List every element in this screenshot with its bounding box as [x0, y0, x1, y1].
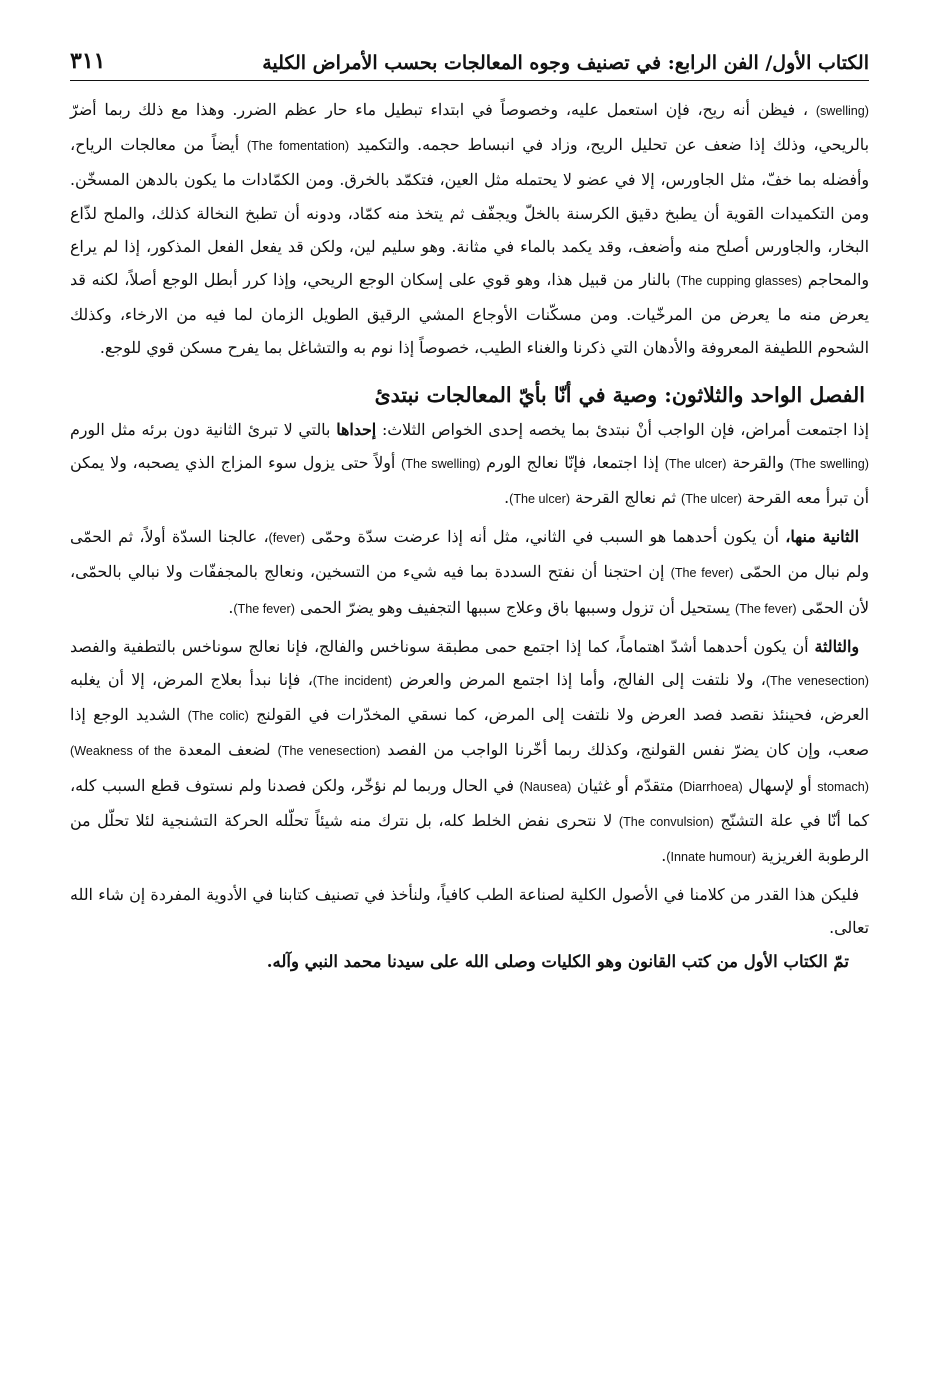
- term-cupping-glasses: (The cupping glasses): [676, 274, 802, 289]
- lead-word-second: الثانية منها،: [785, 527, 859, 547]
- term-diarrhoea: (Diarrhoea): [679, 779, 743, 794]
- text-segment: الشديد الوجع إذا صعب، وإن كان يضرّ نفس القولنج، وكذلك ربما أخّرنا الواجب من الفصد: [70, 705, 869, 760]
- term-the-swelling: (The swelling): [789, 456, 869, 471]
- term-weakness-of-stomach: (Weakness of the stomach): [70, 744, 869, 794]
- term-the-ulcer: (The ulcer): [681, 492, 742, 507]
- text-segment: أيضاً من معالجات الرياح، وأفضله بما خفّ، مثل الجاورس، إلا في عضو لا يحتمله مثل العين، فتكمّد بالخرق. ومن الكمّادات ما يكون بالدهن المسخّن. ومن التكميدات القوية أن يطبخ دقيق الكرسنة بالخلّ ويجفّف ثم يتخذ منه كمّاد، ودونه أن تطبخ النخالة كذلك، والملح لذّاع البخار، والجاورس أصلح منه وأضعف، وقد يكمد بالماء في مثانة. وهو سليم لين، ولكن قد يفعل الفعل المذكور، إذا لم يراع والمحاجم: [70, 135, 869, 290]
- text-segment: ، عالجنا السدّة أولاً، ثم الحمّى ولم نبال من الحمّى: [70, 527, 869, 582]
- paragraph-first-property: [70, 413, 869, 517]
- page-body: [70, 93, 869, 979]
- paragraph-second-property: [70, 520, 869, 626]
- text-segment: أولاً حتى يزول سوء المزاج الذي يصحبه، ولا يمكن أن تبرأ معه القرحة: [70, 452, 869, 508]
- term-the-venesection: (The venesection): [277, 744, 381, 759]
- lead-word-first: إحداها: [336, 419, 377, 439]
- term-swelling: (swelling): [815, 104, 869, 118]
- term-innate-humour: (Innate humour): [666, 850, 756, 865]
- text-segment: بالتي لا تبرئ الثانية دون برئه مثل الورم: [70, 419, 331, 439]
- text-segment: يستحيل أن تزول وسببها باق وعلاج سببها التجفيف وهو يضرّ الحمى: [299, 597, 730, 617]
- term-the-convulsion: (The convulsion): [618, 814, 714, 829]
- header-title: الكتاب الأول/ الفن الرابع: في تصنيف وجوه المعالجات بحسب الأمراض الكلية: [262, 52, 869, 74]
- text-segment: إذا اجتمعا، فإنّا نعالج الورم: [486, 452, 659, 472]
- term-the-fever: (The fever): [233, 601, 295, 616]
- term-the-fever: (The fever): [735, 601, 797, 616]
- term-the-colic: (The colic): [187, 709, 249, 724]
- book-closing-line: تمّ الكتاب الأول من كتب القانون وهو الكليات وصلى الله على سيدنا محمد النبي وآله.: [266, 951, 849, 971]
- term-the-incident: (The incident): [312, 674, 393, 689]
- lead-word-third: والثالثة: [814, 636, 859, 656]
- text-segment: أن يكون أحدهما أشدّ اهتماماً، كما إذا اجتمع حمى مطبقة سوناخس والفالج، فإنا نعالج سوناخس بالتطفية والفصد: [70, 636, 809, 656]
- text-segment: بالنار من قبيل هذا، وهو قوي على إسكان الوجع الريحي، وإذا كرر أبطل الوجع أصلاً، لكنه قد يعرض منه ما يعرض من المرخّيات. ومن مسكّنات الأوجاع المشي الرقيق الطويل الزمان لما فيه من الارخاء، وكذلك الشحوم اللطيفة المعروفة والأدهان التي ذكرنا والغناء الطيب، خصوصاً إذا نوم به والتشاغل بما يفرح مسكن قوي للوجع.: [70, 270, 869, 358]
- text-segment: فليكن هذا القدر من كلامنا في الأصول الكلية لصناعة الطب كافياً، ولنأخذ في تصنيف كتابنا في الأدوية المفردة إن شاء الله تعالى.: [70, 885, 869, 938]
- running-header: [70, 34, 869, 81]
- term-the-ulcer: (The ulcer): [664, 456, 727, 471]
- text-segment: متقدّم أو غثيان: [576, 775, 674, 795]
- paragraph-conclusion: [70, 878, 869, 944]
- term-the-ulcer: (The ulcer): [509, 492, 571, 507]
- text-segment: .: [661, 846, 667, 866]
- text-segment: .: [228, 597, 234, 617]
- term-the-fever: (The fever): [670, 566, 734, 581]
- text-segment: إن احتجنا أن نفتح السددة بما فيه شيء من التسخين، ونعالج بالمجففّات ولا نبالي بالحمّى، لأن الحمّى: [70, 562, 869, 617]
- text-segment: لضعف المعدة: [178, 740, 271, 760]
- text-segment: ، فإنا نبدأ بعلاج المرض، إلا أن يغلبه العرض، فحينئذ نقصد فصد العرض ولا نلتفت إلى المرض، كما نسقي المخدّرات في القولنج: [70, 670, 869, 725]
- term-fomentation: (The fomentation): [246, 139, 350, 154]
- term-nausea: (Nausea): [519, 779, 572, 794]
- page-number: ٣١١: [70, 48, 106, 74]
- text-segment: أن يكون أحدهما هو السبب في الثاني، مثل أنه إذا عرضت سدّة وحمّى: [311, 527, 779, 547]
- section-heading: الفصل الواحد والثلاثون: وصية في أنّا بأيّ المعالجات نبتدئ: [374, 382, 865, 407]
- paragraph-fomentation: [70, 93, 869, 365]
- text-segment: ، ولا نلتفت إلى الفالج، وأما إذا اجتمع المرض والعرض: [399, 670, 766, 690]
- text-segment: أو لإسهال: [748, 775, 812, 795]
- text-segment: .: [504, 488, 510, 508]
- text-segment: إذا اجتمعت أمراض، فإن الواجب أنْ نبتدئ بما يخصه إحدى الخواص الثلاث:: [381, 419, 869, 439]
- text-segment: في الحال وربما لم نؤخّر، ولكن فصدنا ولم نستوف قطع السبب كله، كما أنّا في علة التشنّج: [70, 775, 869, 830]
- text-segment: لا نتحرى نفض الخلط كله، بل نترك منه شيئاً تحلّله الحركة التشنجية لئلا تحلّل من الرطوبة الغريزية: [70, 810, 869, 866]
- paragraph-third-property: [70, 630, 869, 874]
- text-segment: والقرحة: [732, 452, 784, 472]
- text-segment: ، فيظن أنه ريح، فإن استعمل عليه، وخصوصاً في ابتداء تبطيل ماء حار عظم الضرر. وهذا مع ذلك ربما أضرّ بالريحي، وذلك إذا ضعف عن تحليل الريح، وزاد في انبساط حجمه. والتكميد: [70, 100, 870, 155]
- term-the-venesection: (The venesection): [765, 674, 869, 689]
- term-fever: (fever): [268, 531, 305, 546]
- text-segment: ثم نعالج القرحة: [575, 488, 677, 508]
- term-the-swelling: (The swelling): [401, 456, 481, 471]
